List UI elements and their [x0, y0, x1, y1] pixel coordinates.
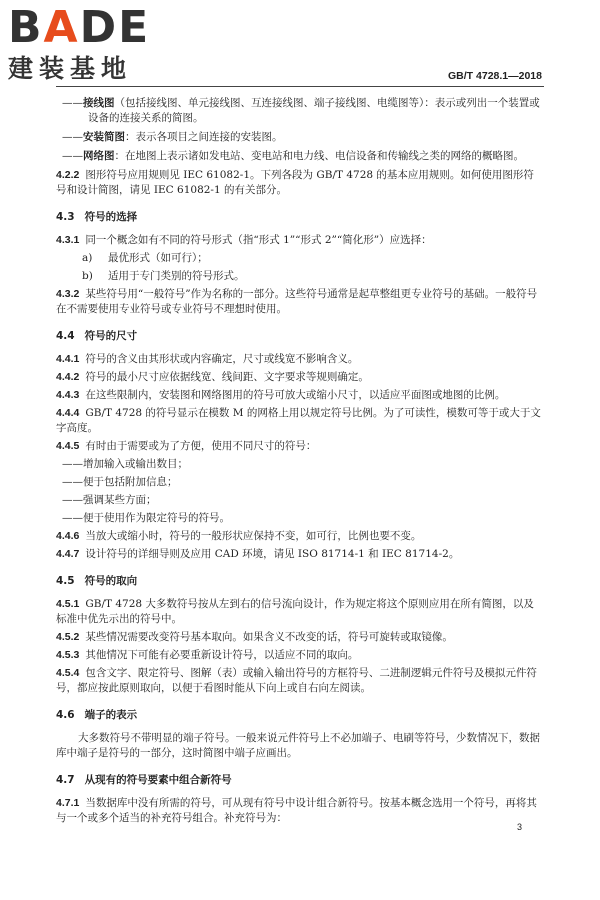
clause-4-3-1: 4.3.1 同一个概念如有不同的符号形式（指“形式 1”“形式 2”“简化形”）应选择：	[56, 234, 432, 246]
logo-chinese-text: 建装基地	[8, 54, 133, 83]
clause-4-4-2: 4.4.2 符号的最小尺寸应依据线宽、线间距、文字要求等规则确定。	[56, 371, 369, 383]
dash-list-item: ——便于包括附加信息；	[62, 476, 178, 488]
clause-4-5-2: 4.5.2 某些情况需要改变符号基本取向。如果含义不改变的话，符号可旋转或取镜像。	[56, 631, 453, 643]
section-heading-4-6: 4.6 端子的表示	[56, 709, 138, 721]
paragraph-4-6: 大多数符号不带明显的端子符号。一般来说元件符号上不必加端子、电刷等符号，少数情况下，数据库中端子是符号的一部分，这时简图中端子应画出。	[56, 732, 540, 759]
section-heading-4-7: 4.7 从现有的符号要素中组合新符号	[56, 774, 232, 786]
clause-4-4-7: 4.4.7 设计符号的详细导则及应用 CAD 环境，请见 ISO 81714-1 和 IEC 81714-2。	[56, 548, 460, 560]
dash-item-wiring-diagram: ——接线图（包括接线图、单元接线图、互连接线图、端子接线图、电缆图等）：表示或列出一个装置或设备的连接关系的简图。	[62, 97, 540, 124]
document-body	[56, 96, 544, 829]
clause-4-5-1: 4.5.1 GB/T 4728 大多数符号按从左到右的信号流向设计，作为规定将这个原则应用在所有简图，以及标准中优先示出的符号中。	[56, 598, 534, 625]
dash-list-item: ——便于使用作为限定符号的符号。	[62, 512, 230, 524]
section-heading-4-3: 4.3 符号的选择	[56, 211, 138, 223]
clause-4-2-2: 4.2.2 图形符号应用规则见 IEC 61082-1。下列各段为 GB/T 4728 的基本应用规则。如何使用图形符号和设计简图，请见 IEC 61082-1 的有关部分。	[56, 169, 534, 196]
dash-list-item: ——增加输入或输出数目；	[62, 458, 188, 470]
clause-4-4-3: 4.4.3 在这些限制内，安装图和网络图用的符号可放大或缩小尺寸，以适应平面图或地图的比例。	[56, 389, 506, 401]
clause-4-3-2: 4.3.2 某些符号用“一般符号”作为名称的一部分。这些符号通常是起草整组更专业符号的基础。一般符号在不需要使用专业符号或专业符号不理想时使用。	[56, 288, 538, 315]
clause-4-4-4: 4.4.4 GB/T 4728 的符号显示在模数 M 的网格上用以规定符号比例。为了可读性，模数可等于或大于文字高度。	[56, 407, 541, 434]
dash-list-item: ——强调某些方面；	[62, 494, 157, 506]
clause-4-4-6: 4.4.6 当放大或缩小时，符号的一般形状应保持不变，如可行，比例也要不变。	[56, 530, 422, 542]
page-number: 3	[516, 822, 522, 832]
section-heading-4-5: 4.5 符号的取向	[56, 575, 138, 587]
clause-4-5-3: 4.5.3 其他情况下可能有必要重新设计符号，以适应不同的取向。	[56, 649, 359, 661]
clause-4-4-5: 4.4.5 有时由于需要或为了方便，使用不同尺寸的符号：	[56, 440, 317, 452]
dash-item-installation-diagram: ——安装简图：表示各项目之间连接的安装图。	[62, 131, 283, 143]
brand-logo	[8, 4, 178, 84]
clause-4-5-4: 4.5.4 包含文字、限定符号、图解（表）或输入输出符号的方框符号、二进制逻辑元件符号及模拟元件符号，都应按此原则取向，以便于看图时能从下向上或自右向左阅读。	[56, 667, 537, 694]
clause-4-4-1: 4.4.1 符号的含义由其形状或内容确定，尺寸或线宽不影响含义。	[56, 353, 359, 365]
standard-code: GB/T 4728.1—2018	[448, 70, 542, 82]
list-item-a: a) 最优形式（如可行）；	[82, 252, 208, 264]
list-item-b: b) 适用于专门类别的符号形式。	[82, 270, 245, 282]
logo-wordmark: BADE	[8, 2, 151, 53]
section-heading-4-4: 4.4 符号的尺寸	[56, 330, 138, 342]
dash-item-network-diagram: ——网络图：在地图上表示诸如发电站、变电站和电力线、电信设备和传输线之类的网络的概略图。	[62, 150, 524, 162]
header-divider	[56, 86, 544, 87]
clause-4-7-1: 4.7.1 当数据库中没有所需的符号，可从现有符号中设计组合新符号。按基本概念选用一个符号，再将其与一个或多个适当的补充符号组合。补充符号为：	[56, 797, 537, 824]
